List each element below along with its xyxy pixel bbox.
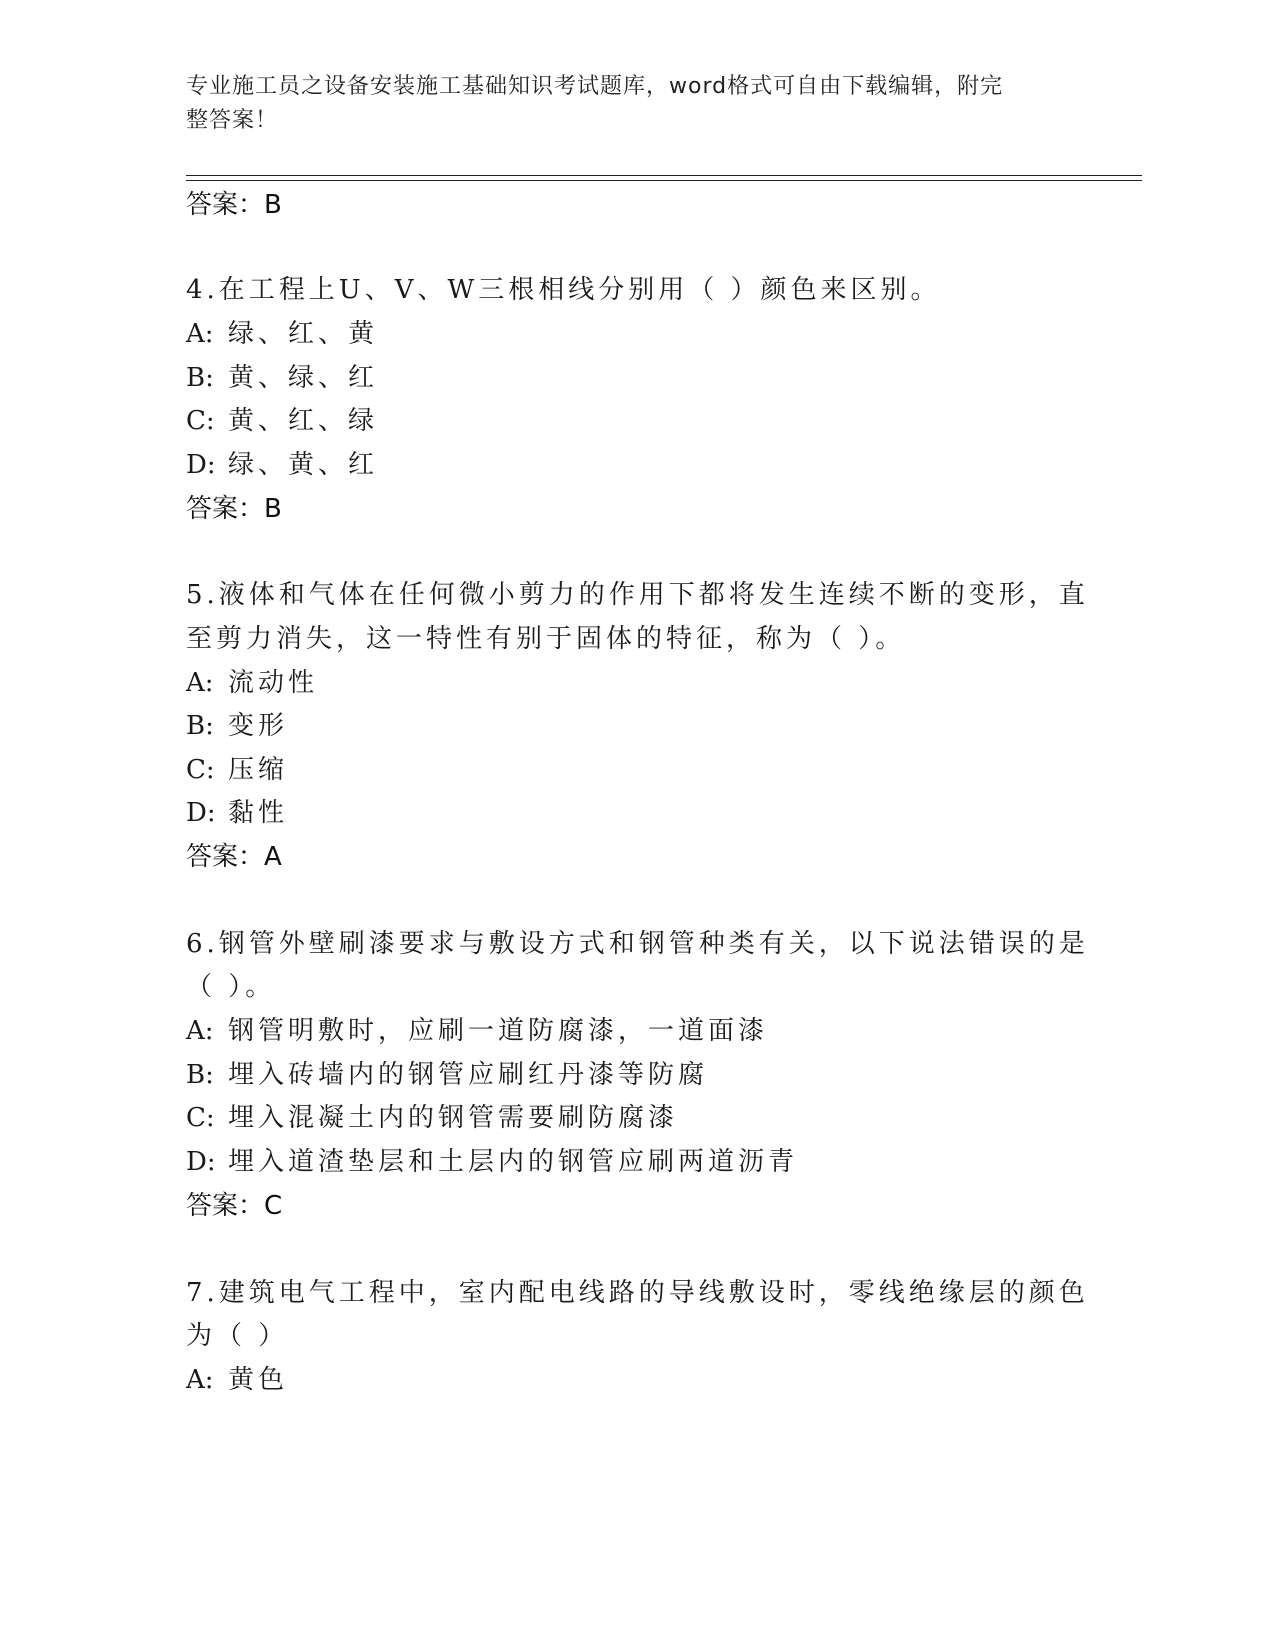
option-text: 埋入砖墙内的钢管应刷红丹漆等防腐: [228, 1060, 709, 1090]
option-key: D:: [186, 450, 216, 480]
option-key: B:: [186, 1060, 214, 1090]
header-divider-thick: [186, 180, 1142, 181]
question-7-option-a: [186, 1363, 288, 1397]
question-5-text-line-1: 5.液体和气体在任何微小剪力的作用下都将发生连续不断的变形，直: [186, 580, 1089, 610]
question-4-option-c: [186, 404, 378, 438]
question-5-option-b: [186, 709, 288, 743]
question-6-text-line-1: 6.钢管外壁刷漆要求与敷设方式和钢管种类有关，以下说法错误的是: [186, 929, 1089, 959]
question-4-option-a: [186, 317, 378, 351]
question-4-option-b: [186, 361, 378, 395]
question-4-option-d: [186, 448, 378, 482]
question-6-option-a: [186, 1014, 768, 1048]
option-text: 埋入道渣垫层和土层内的钢管应刷两道沥青: [228, 1147, 799, 1177]
question-6-answer: 答案：C: [186, 1191, 283, 1221]
option-key: D:: [186, 798, 216, 828]
question-6-text-line-2: （ ）。: [186, 972, 276, 1002]
question-5-text-line-2: 至剪力消失，这一特性有别于固体的特征，称为（ ）。: [186, 624, 906, 654]
option-text: 埋入混凝土内的钢管需要刷防腐漆: [228, 1103, 679, 1133]
option-key: A:: [186, 668, 214, 698]
option-key: A:: [186, 1365, 214, 1395]
option-key: C:: [186, 406, 215, 436]
header-line-2: 整答案！: [186, 108, 279, 133]
option-key: B:: [186, 363, 214, 393]
document-header: [186, 70, 1066, 138]
header-divider-thin: [186, 175, 1142, 176]
header-line-1: 专业施工员之设备安装施工基础知识考试题库，word格式可自由下载编辑，附完: [186, 74, 1004, 99]
question-5-option-d: [186, 796, 288, 830]
option-key: A:: [186, 1016, 214, 1046]
question-4-answer: 答案：B: [186, 494, 282, 524]
option-key: B:: [186, 711, 214, 741]
question-5-option-a: [186, 666, 318, 700]
option-text: 压缩: [228, 755, 289, 785]
question-5-option-c: [186, 753, 288, 787]
question-4-text: 4.在工程上U、V、W三根相线分别用（ ）颜色来区别。: [186, 275, 941, 305]
option-key: A:: [186, 319, 214, 349]
option-text: 黏性: [228, 798, 289, 828]
answer-previous: 答案：B: [186, 190, 282, 220]
option-text: 绿、红、黄: [228, 319, 379, 349]
option-key: C:: [186, 755, 215, 785]
option-text: 变形: [228, 711, 289, 741]
option-key: C:: [186, 1103, 215, 1133]
question-6-option-c: [186, 1101, 678, 1135]
question-5-answer: 答案：A: [186, 842, 282, 872]
option-text: 黄色: [228, 1365, 289, 1395]
question-6-option-d: [186, 1145, 798, 1179]
option-text: 黄、红、绿: [228, 406, 379, 436]
option-text: 钢管明敷时，应刷一道防腐漆，一道面漆: [228, 1016, 769, 1046]
option-text: 流动性: [228, 668, 319, 698]
option-key: D:: [186, 1147, 216, 1177]
question-7-text-line-1: 7.建筑电气工程中，室内配电线路的导线敷设时，零线绝缘层的颜色: [186, 1278, 1089, 1308]
option-text: 绿、黄、红: [228, 450, 379, 480]
question-6-option-b: [186, 1058, 708, 1092]
question-7-text-line-2: 为（ ）: [186, 1321, 289, 1351]
option-text: 黄、绿、红: [228, 363, 379, 393]
